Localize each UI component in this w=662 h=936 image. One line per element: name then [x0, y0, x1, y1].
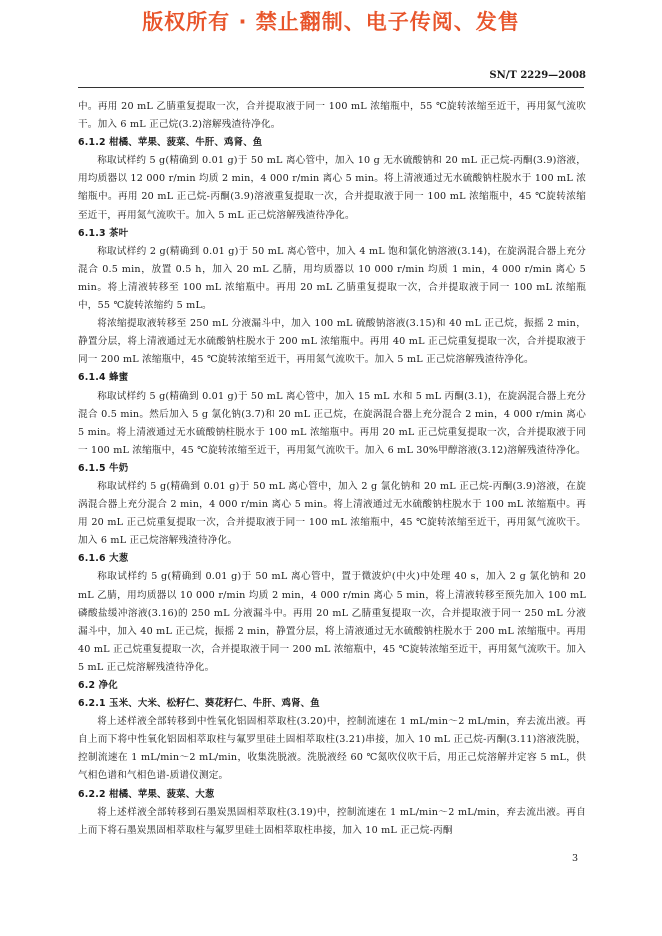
body-paragraph: 将浓缩提取液转移至 250 mL 分液漏斗中，加入 100 mL 硫酸钠溶液(3.15)和 40 mL 正己烷，振摇 2 min，静置分层，将上清液通过无水硫酸钠柱脱水于 200 mL 浓缩瓶中。再用 40 mL 正己烷重复提取一次，合并提取液于同一 200 mL 浓缩瓶中，45 ℃旋转浓缩至近干，再用氮气流吹干。加入 5 mL 正己烷溶解残渣待净化。: [78, 318, 586, 366]
document-body: [78, 98, 586, 840]
page-number: 3: [571, 853, 578, 864]
body-paragraph: 称取试样约 5 g(精确到 0.01 g)于 50 mL 离心管中，置于微波炉(中火)中处理 40 s，加入 2 g 氯化钠和 20 mL 乙腈，用均质器以 10 000 r/min 均质 2 min，4 000 r/min 离心 5 min，将上清液转移至预先加入 100 mL 磷酸盐缓冲溶液(3.16)的 250 mL 分液漏斗中。再用 20 mL 乙腈重复提取一次，合并提取液于同一 250 mL 分液漏斗中，加入 40 mL 正己烷，振摇 2 min，静置分层，将上清液通过无水硫酸钠柱脱水于 200 mL 浓缩瓶中。再用 40 mL 正己烷重复提取一次，合并提取液于同一 200 mL 浓缩瓶中，45 ℃旋转浓缩至近干，再用氮气流吹干。加入 5 mL 正己烷溶解残渣待净化。: [78, 571, 586, 673]
body-paragraph: 称取试样约 5 g(精确到 0.01 g)于 50 mL 离心管中，加入 2 g 氯化钠和 20 mL 正己烷-丙酮(3.9)溶液，在旋涡混合器上充分混合 2 min，4 000 r/min 离心 5 min。将上清液通过无水硫酸钠柱脱水于 100 mL 浓缩瓶中。再用 20 mL 正己烷重复提取一次，合并提取液于同一 100 mL 浓缩瓶中，45 ℃旋转浓缩至近干，再用氮气流吹干。加入 6 mL 正己烷溶解残渣待净化。: [78, 480, 586, 547]
standard-code: SN/T 2229—2008: [489, 70, 586, 81]
copyright-watermark: 版权所有 · 禁止翻制、电子传阅、发售: [142, 10, 520, 34]
body-paragraph: 中。再用 20 mL 乙腈重复提取一次，合并提取液于同一 100 mL 浓缩瓶中，55 ℃旋转浓缩至近干，再用氮气流吹干。加入 6 mL 正己烷(3.2)溶解残渣待净化。: [78, 101, 586, 131]
section-heading: 6.1.2 柑橘、苹果、菠菜、牛肝、鸡肾、鱼: [78, 137, 263, 149]
section-heading: 6.2.2 柑橘、苹果、菠菜、大葱: [78, 788, 215, 800]
body-paragraph: 称取试样约 5 g(精确到 0.01 g)于 50 mL 离心管中，加入 10 g 无水硫酸钠和 20 mL 正己烷-丙酮(3.9)溶液，用均质器以 12 000 r/min 均质 2 min，4 000 r/min 离心 5 min。将上清液通过无水硫酸钠柱脱水于 100 mL 浓缩瓶中。再用 20 mL 正己烷-丙酮(3.9)溶液重复提取一次，合并提取液于同一 100 mL 浓缩瓶中，45 ℃旋转浓缩至近干，再用氮气流吹干。加入 5 mL 正己烷溶解残渣待净化。: [78, 155, 586, 221]
section-heading: 6.2.1 玉米、大米、松籽仁、葵花籽仁、牛肝、鸡肾、鱼: [78, 698, 320, 710]
body-paragraph: 称取试样约 5 g(精确到 0.01 g)于 50 mL 离心管中，加入 15 mL 水和 5 mL 丙酮(3.1)，在旋涡混合器上充分混合 0.5 min。然后加入 5 g 氯化钠(3.7)和 20 mL 正己烷，在旋涡混合器上充分混合 2 min，4 000 r/min 离心 5 min。将上清液通过无水硫酸钠柱脱水于 100 mL 浓缩瓶中。再用 20 mL 正己烷重复提取一次，合并提取液于同一 100 mL 浓缩瓶中，45 ℃旋转浓缩至近干，再用氮气流吹干。加入 6 mL 30%甲醇溶液(3.12)溶解残渣待净化。: [78, 390, 586, 456]
header-rule: [78, 87, 584, 88]
section-heading: 6.1.3 茶叶: [78, 227, 129, 239]
section-heading: 6.2 净化: [78, 680, 118, 691]
body-paragraph: 将上述样液全部转移到中性氧化铝固相萃取柱(3.20)中，控制流速在 1 mL/min～2 mL/min，弃去流出液。再自上而下将中性氧化铝固相萃取柱与氟罗里硅土固相萃取柱(3.21)串接，加入 10 mL 正己烷-丙酮(3.11)溶液洗脱，控制流速在 1 mL/min～2 mL/min，收集洗脱液。洗脱液经 60 ℃氮吹仪吹干后，用正己烷溶解并定容 5 mL，供气相色谱和气相色谱-质谱仪测定。: [78, 716, 586, 782]
body-paragraph: 称取试样约 2 g(精确到 0.01 g)于 50 mL 离心管中，加入 4 mL 饱和氯化钠溶液(3.14)，在旋涡混合器上充分混合 0.5 min，放置 0.5 h，加入 20 mL 乙腈，用均质器以 10 000 r/min 均质 1 min，4 000 r/min 离心 5 min。将上清液转移至 100 mL 浓缩瓶中。再用 20 mL 乙腈重复提取一次，合并提取液于同一 100 mL 浓缩瓶中，55 ℃旋转浓缩约 5 mL。: [78, 245, 586, 312]
body-paragraph: 将上述样液全部转移到石墨炭黑固相萃取柱(3.19)中，控制流速在 1 mL/min～2 mL/min，弃去流出液。再自上而下将石墨炭黑固相萃取柱与氟罗里硅土固相萃取柱串接，加入 10 mL 正己烷-丙酮: [78, 806, 586, 836]
section-heading: 6.1.4 蜂蜜: [78, 372, 129, 384]
section-heading: 6.1.5 牛奶: [78, 462, 129, 474]
section-heading: 6.1.6 大葱: [78, 553, 129, 565]
